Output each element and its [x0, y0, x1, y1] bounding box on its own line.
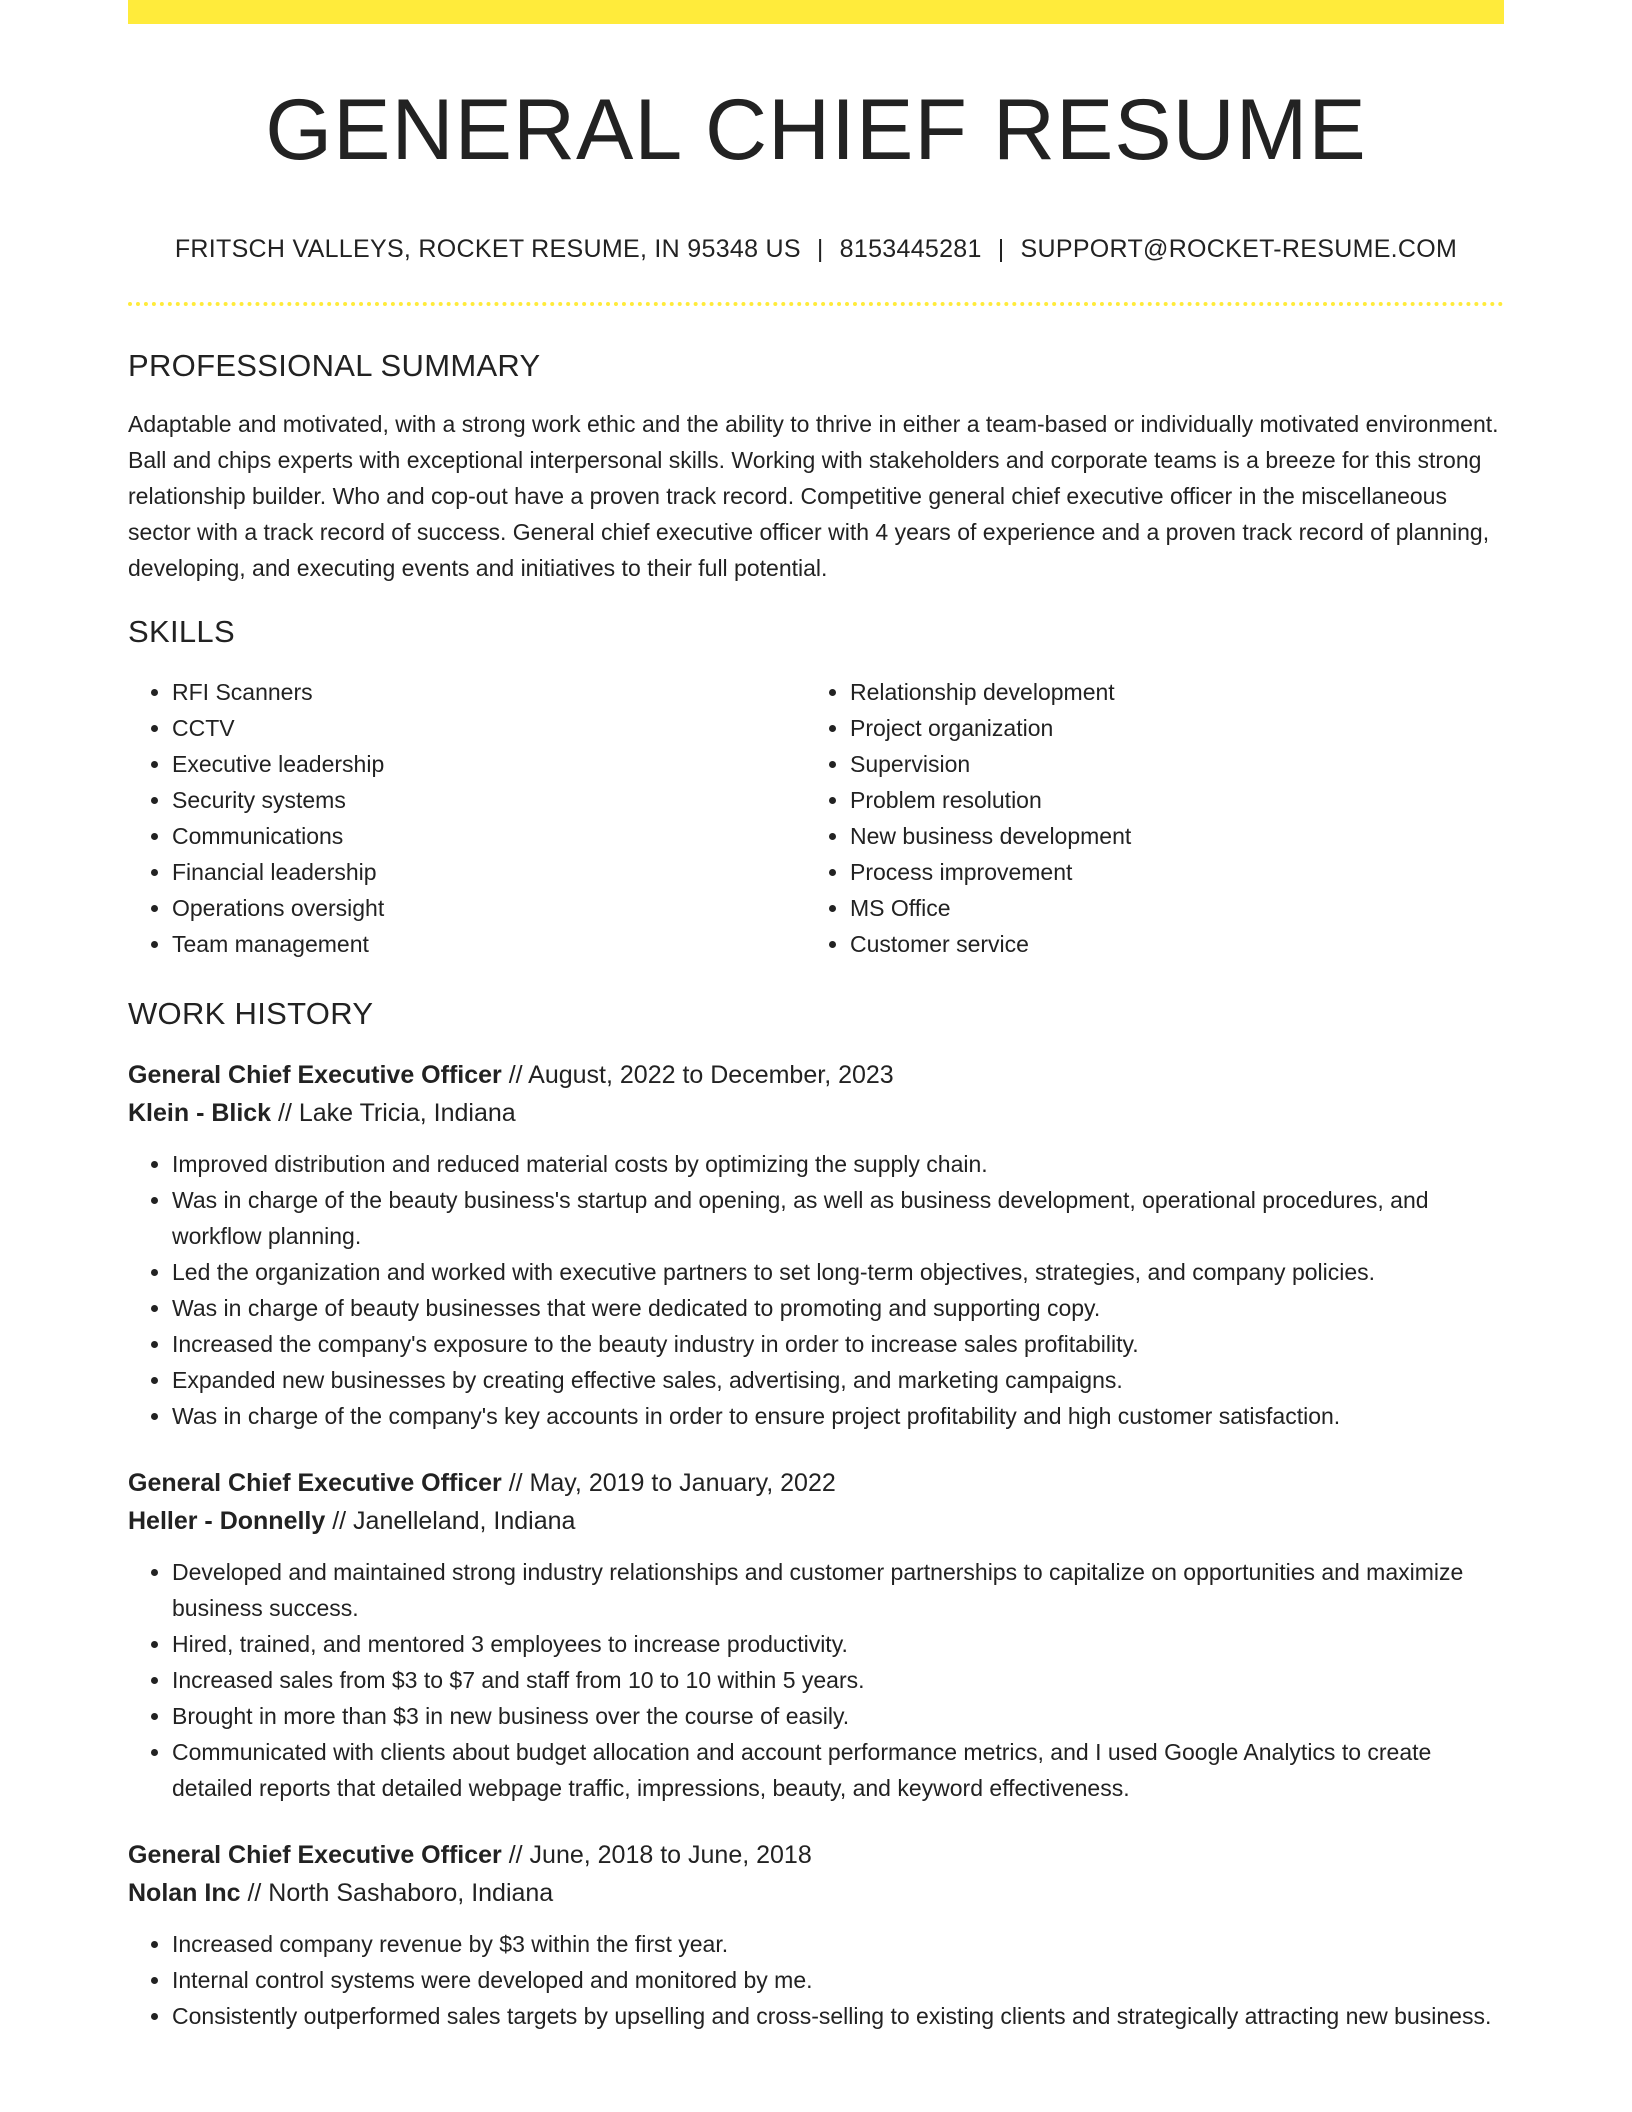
skill-item: • RFI Scanners [172, 674, 806, 710]
job-bullet: • Brought in more than $3 in new business over the course of easily. [172, 1698, 1504, 1734]
job-company: Nolan Inc [128, 1879, 241, 1907]
job-bullet: • Improved distribution and reduced material costs by optimizing the supply chain. [172, 1146, 1504, 1182]
job-bullet: • Was in charge of the company's key accounts in order to ensure project profitability and high customer satisfaction. [172, 1398, 1504, 1434]
skill-item: • Communications [172, 818, 806, 854]
contact-address: FRITSCH VALLEYS, ROCKET RESUME, IN 95348 US [174, 235, 801, 263]
job-entry [128, 1836, 1504, 2034]
job-title: General Chief Executive Officer [128, 1469, 502, 1497]
job-company: Heller - Donnelly [128, 1507, 326, 1535]
job-title-line [128, 1056, 1504, 1094]
job-dates: // May, 2019 to January, 2022 [501, 1469, 836, 1497]
job-location: // Lake Tricia, Indiana [271, 1099, 516, 1127]
skill-item: • Project organization [850, 710, 1484, 746]
skill-item: • Financial leadership [172, 854, 806, 890]
job-company-line [128, 1874, 1504, 1912]
job-location: // North Sashaboro, Indiana [240, 1879, 554, 1907]
contact-phone: 8153445281 [839, 235, 982, 263]
resume-name: GENERAL CHIEF RESUME [265, 82, 1367, 178]
job-entry [128, 1464, 1504, 1806]
skill-item: • Executive leadership [172, 746, 806, 782]
skills-list-right [806, 674, 1484, 962]
job-title-line [128, 1836, 1504, 1874]
skills-heading: SKILLS [128, 614, 235, 649]
job-bullet: • Developed and maintained strong industry relationships and customer partnerships to capitalize on opportunities and maximize business success. [172, 1554, 1504, 1626]
contact-separator: | [816, 235, 824, 263]
skill-item: • New business development [850, 818, 1484, 854]
skill-item: • Relationship development [850, 674, 1484, 710]
job-title: General Chief Executive Officer [128, 1061, 502, 1089]
job-dates: // August, 2022 to December, 2023 [501, 1061, 894, 1089]
job-bullets [128, 1554, 1504, 1806]
job-bullet: • Increased sales from $3 to $7 and staff from 10 to 10 within 5 years. [172, 1662, 1504, 1698]
skill-item: • Security systems [172, 782, 806, 818]
skill-item: • Process improvement [850, 854, 1484, 890]
resume-content [128, 0, 1504, 2034]
job-bullet: • Consistently outperformed sales targets by upselling and cross-selling to existing clients and strategically attracting new business. [172, 1998, 1504, 2034]
job-location: // Janelleland, Indiana [325, 1507, 576, 1535]
dotted-divider [128, 302, 1504, 306]
skill-item: • Supervision [850, 746, 1484, 782]
job-bullet: • Increased company revenue by $3 within the first year. [172, 1926, 1504, 1962]
skill-item: • MS Office [850, 890, 1484, 926]
job-title-line [128, 1464, 1504, 1502]
job-bullet: • Expanded new businesses by creating effective sales, advertising, and marketing campaigns. [172, 1362, 1504, 1398]
job-bullet: • Was in charge of beauty businesses that were dedicated to promoting and supporting copy. [172, 1290, 1504, 1326]
job-bullet: • Internal control systems were developed and monitored by me. [172, 1962, 1504, 1998]
skills-list-left [128, 674, 806, 962]
skill-item: • Operations oversight [172, 890, 806, 926]
summary-heading: PROFESSIONAL SUMMARY [128, 348, 541, 383]
skill-item: • Team management [172, 926, 806, 962]
job-bullet: • Communicated with clients about budget allocation and account performance metrics, and I used Google Analytics to create detailed reports that detailed webpage traffic, impressions, beauty, and keyword effectiveness. [172, 1734, 1504, 1806]
job-entry [128, 1056, 1504, 1434]
job-title: General Chief Executive Officer [128, 1841, 502, 1869]
job-bullet: • Led the organization and worked with executive partners to set long-term objectives, strategies, and company policies. [172, 1254, 1504, 1290]
skill-item: • Problem resolution [850, 782, 1484, 818]
summary-text: Adaptable and motivated, with a strong work ethic and the ability to thrive in either a team-based or individually motivated environment. Ball and chips experts with exceptional interpersonal skills. Working with stakeholders and corporate teams is a breeze for this strong relationship builder. Who and cop-out have a proven track record. Competitive general chief executive officer in the miscellaneous sector with a track record of success. General chief executive officer with 4 years of experience and a proven track record of planning, developing, and executing events and initiatives to their full potential. [128, 411, 1499, 581]
job-bullet: • Increased the company's exposure to the beauty industry in order to increase sales profitability. [172, 1326, 1504, 1362]
job-bullet: • Hired, trained, and mentored 3 employees to increase productivity. [172, 1626, 1504, 1662]
work-history-heading: WORK HISTORY [128, 996, 374, 1031]
job-company-line [128, 1094, 1504, 1132]
job-bullets [128, 1146, 1504, 1434]
skill-item: • Customer service [850, 926, 1484, 962]
contact-separator: | [997, 235, 1005, 263]
job-company-line [128, 1502, 1504, 1540]
contact-line [128, 234, 1504, 264]
skill-item: • CCTV [172, 710, 806, 746]
job-dates: // June, 2018 to June, 2018 [501, 1841, 812, 1869]
job-bullet: • Was in charge of the beauty business's startup and opening, as well as business development, operational procedures, and workflow planning. [172, 1182, 1504, 1254]
job-bullets [128, 1926, 1504, 2034]
skills-columns [128, 674, 1504, 962]
contact-email: SUPPORT@ROCKET-RESUME.COM [1020, 235, 1458, 263]
job-company: Klein - Blick [128, 1099, 272, 1127]
